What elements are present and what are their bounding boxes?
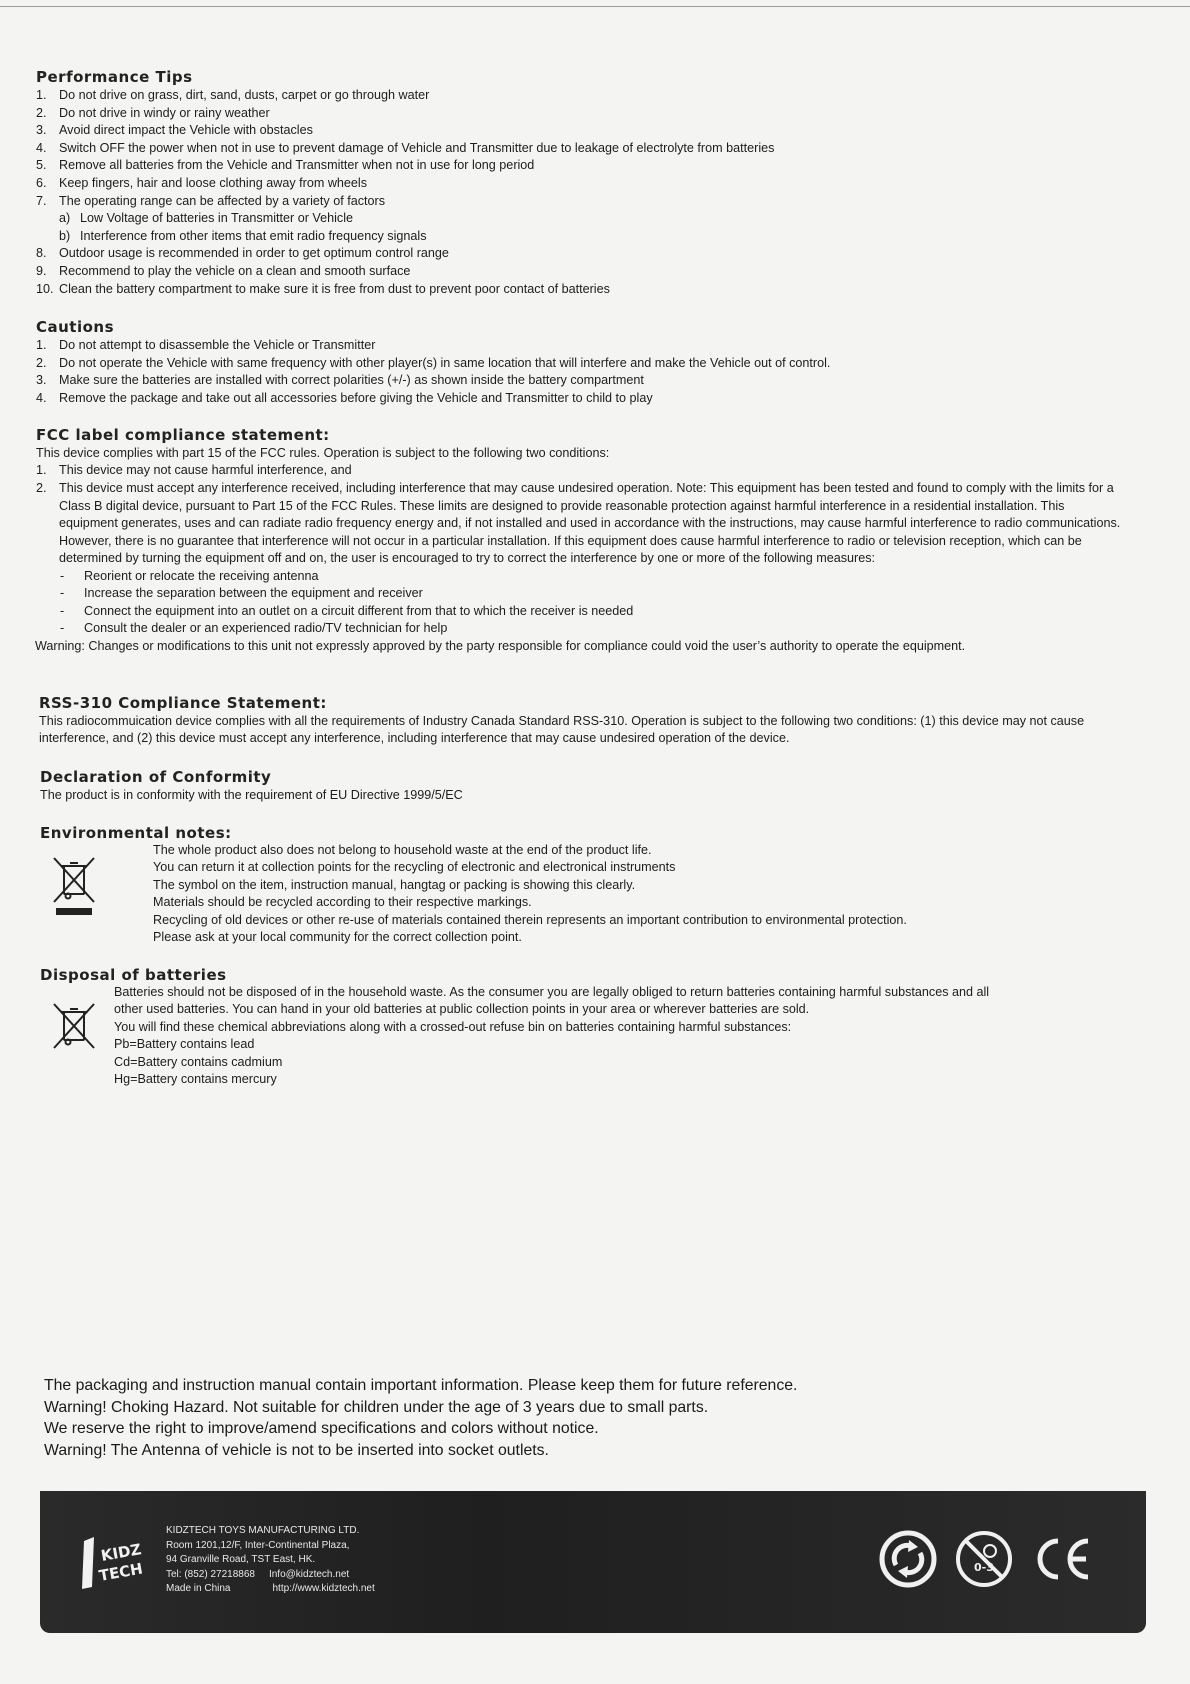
- disposal-line: Cd=Battery contains cadmium: [114, 1054, 283, 1069]
- performance-tips-list-continued: [36, 245, 1146, 298]
- cautions-list: [36, 337, 1146, 407]
- company-info: [166, 1524, 375, 1597]
- company-banner: [40, 1491, 1146, 1633]
- age-warning-label: 0-3: [974, 1561, 994, 1574]
- fcc-measure-item: - Consult the dealer or an experienced radio/TV technician for help: [60, 621, 448, 636]
- performance-tips-section: [36, 68, 1146, 298]
- company-contact-row: [166, 1568, 375, 1583]
- performance-tip-item: 5. Remove all batteries from the Vehicle and Transmitter when not in use for long period: [36, 158, 535, 173]
- fcc-condition-2-text: This device must accept any interference received, including interference that may cause undesired operation. Note: This equipment has been tested and found to comply with the limits for a Class B digital device, pursuant to Part 15 of the FCC Rules. These limits are designed to provide reasonable protection against harmful interference in a residential installation. This equipment generates, uses and can radiate radio frequency energy and, if not installed and used in accordance with the instructions, may cause harmful interference to radio communications. However, there is no guarantee that interference will not occur in a particular installation. If this equipment does cause harmful interference to radio or television reception, which can be determined by turning the equipment off and on, the user is encouraged to try to correct the interference by one or more of the following measures:: [59, 481, 1121, 566]
- environmental-line: The whole product also does not belong to household waste at the end of the product life.: [153, 843, 652, 857]
- performance-tip-item: 8. Outdoor usage is recommended in order to get optimum control range: [36, 246, 449, 261]
- declaration-title: Declaration of Conformity: [40, 768, 272, 786]
- environmental-line: Recycling of old devices or other re-use of materials contained therein represents an important contribution to environmental protection.: [153, 912, 907, 927]
- crossed-out-bin-icon: [50, 854, 98, 916]
- disposal-section: [40, 966, 1150, 1096]
- rss-text: This radiocommuication device complies with all the requirements of Industry Canada Standard RSS-310. Operation is subject to the following two conditions: (1) this device may not cause interference, and (2) this device must accept any interference, including interference that may cause undesired operation of the device.: [39, 714, 1085, 746]
- fcc-condition-1: 1. This device may not cause harmful interference, and: [36, 463, 352, 478]
- performance-tip-item: 9. Recommend to play the vehicle on a clean and smooth surface: [36, 263, 411, 278]
- footer-note-line: The packaging and instruction manual contain important information. Please keep them for future reference.: [44, 1377, 798, 1394]
- svg-text:KIDZ: KIDZ: [99, 1540, 143, 1565]
- footer-note-line: We reserve the right to improve/amend specifications and colors without notice.: [44, 1420, 599, 1438]
- cautions-section: [36, 318, 1146, 407]
- performance-tip-item: 10. Clean the battery compartment to make sure it is free from dust to prevent poor contact of batteries: [36, 281, 610, 296]
- rss-section: [39, 694, 1119, 748]
- disposal-title: Disposal of batteries: [40, 966, 227, 984]
- company-address-line-1: Room 1201,12/F, Inter-Continental Plaza,: [166, 1539, 350, 1551]
- performance-tip-subitem: b) Interference from other items that emit radio frequency signals: [59, 228, 427, 243]
- performance-tips-list: [36, 87, 1146, 210]
- company-address-line-2: 94 Granville Road, TST East, HK.: [166, 1554, 316, 1566]
- fcc-measure-item: - Connect the equipment into an outlet on a circuit different from that to which the receiver is needed: [60, 603, 634, 618]
- company-website: http://www.kidztech.net: [272, 1583, 375, 1595]
- ce-mark-icon: [1030, 1529, 1094, 1589]
- environmental-line: Please ask at your local community for the correct collection point.: [153, 930, 522, 945]
- declaration-text: The product is in conformity with the requirement of EU Directive 1999/5/EC: [40, 788, 463, 802]
- fcc-intro: This device complies with part 15 of the FCC rules. Operation is subject to the following two conditions:: [36, 446, 610, 460]
- disposal-line: other used batteries. You can hand in your old batteries at public collection points in your area or wherever batteries are sold.: [114, 1002, 810, 1017]
- fcc-measures-list: [36, 568, 1146, 638]
- performance-tips-sublist: [36, 210, 1146, 245]
- kidztech-logo: [78, 1531, 148, 1595]
- footer-note-line: Warning! Choking Hazard. Not suitable for children under the age of 3 years due to small parts.: [44, 1398, 709, 1416]
- performance-tip-item: 7. The operating range can be affected by a variety of factors: [36, 193, 386, 208]
- company-name: KIDZTECH TOYS MANUFACTURING LTD.: [166, 1525, 360, 1536]
- svg-text:TECH: TECH: [97, 1559, 145, 1585]
- scan-edge-line: [0, 6, 1190, 7]
- fcc-condition-2: 2. This device must accept any interference received, including interference that may cause undesired operation. Note: This equipment has been tested and found to comply with the limits for a Class B digital device, pursuant to Part 15 of the FCC Rules. These limits are designed to provide reasonable protection against harmful interference in a residential installation. This equipment generates, uses and can radiate radio frequency energy and, if not installed and used in accordance with the instructions, may cause harmful interference to radio communications. However, there is no guarantee that interference will not occur in a particular installation. If this equipment does cause harmful interference to radio or television reception, which can be determined by turning the equipment off and on, the user is encouraged to try to correct the interference by one or more of the following measures:: [36, 481, 1121, 566]
- caution-item: 4. Remove the package and take out all accessories before giving the Vehicle and Transmitter to child to play: [36, 390, 653, 405]
- company-tel: Tel: (852) 27218868: [166, 1568, 255, 1580]
- fcc-measure-item: - Reorient or relocate the receiving antenna: [60, 568, 319, 583]
- cautions-title: Cautions: [36, 318, 115, 336]
- caution-item: 2. Do not operate the Vehicle with same frequency with other player(s) in same location that will interfere and make the Vehicle out of control.: [36, 355, 831, 370]
- disposal-line: Pb=Battery contains lead: [114, 1037, 255, 1052]
- footer-notes: [44, 1375, 797, 1461]
- environmental-title: Environmental notes:: [40, 824, 232, 842]
- disposal-line: You will find these chemical abbreviations along with a crossed-out refuse bin on batteries containing harmful substances:: [114, 1019, 792, 1034]
- fcc-conditions-list: [36, 462, 1146, 568]
- performance-tip-item: 6. Keep fingers, hair and loose clothing away from wheels: [36, 175, 368, 190]
- caution-item: 3. Make sure the batteries are installed with correct polarities (+/-) as shown inside the battery compartment: [36, 373, 644, 388]
- performance-tip-subitem: a) Low Voltage of batteries in Transmitter or Vehicle: [59, 211, 354, 226]
- fcc-title: FCC label compliance statement:: [36, 426, 330, 444]
- rss-title: RSS-310 Compliance Statement:: [39, 694, 327, 712]
- company-origin: Made in China: [166, 1583, 231, 1595]
- environmental-line: You can return it at collection points for the recycling of electronic and electronical instruments: [153, 860, 676, 875]
- footer-note-line: Warning! The Antenna of vehicle is not to be inserted into socket outlets.: [44, 1441, 549, 1459]
- caution-item: 1. Do not attempt to disassemble the Vehicle or Transmitter: [36, 338, 376, 352]
- age-warning-icon: [954, 1529, 1014, 1589]
- disposal-line: Batteries should not be disposed of in the household waste. As the consumer you are legally obliged to return batteries containing harmful substances and all: [114, 985, 990, 999]
- company-origin-row: [166, 1582, 375, 1597]
- fcc-warning: Warning: Changes or modifications to this unit not expressly approved by the party responsible for compliance could void the user’s authority to operate the equipment.: [35, 638, 966, 653]
- environmental-section: [40, 824, 1150, 954]
- fcc-section: [36, 426, 1146, 655]
- environmental-line: The symbol on the item, instruction manual, hangtag or packing is showing this clearly.: [153, 877, 636, 892]
- performance-tip-item: 4. Switch OFF the power when not in use to prevent damage of Vehicle and Transmitter due to leakage of electrolyte from batteries: [36, 140, 775, 155]
- performance-tip-item: 1. Do not drive on grass, dirt, sand, dusts, carpet or go through water: [36, 88, 430, 102]
- environmental-text: [153, 842, 907, 946]
- disposal-line: Hg=Battery contains mercury: [114, 1072, 277, 1087]
- fcc-measure-item: - Increase the separation between the equipment and receiver: [60, 586, 423, 601]
- disposal-text: [114, 984, 989, 1088]
- performance-tip-item: 2. Do not drive in windy or rainy weather: [36, 105, 270, 120]
- environmental-line: Materials should be recycled according to their respective markings.: [153, 895, 532, 910]
- battery-bin-icon: [50, 1000, 98, 1050]
- performance-tip-item: 3. Avoid direct impact the Vehicle with obstacles: [36, 123, 313, 138]
- performance-tips-title: Performance Tips: [36, 68, 193, 86]
- company-email: Info@kidztech.net: [268, 1568, 350, 1580]
- recycle-icon: [878, 1529, 938, 1589]
- declaration-section: [40, 768, 1150, 804]
